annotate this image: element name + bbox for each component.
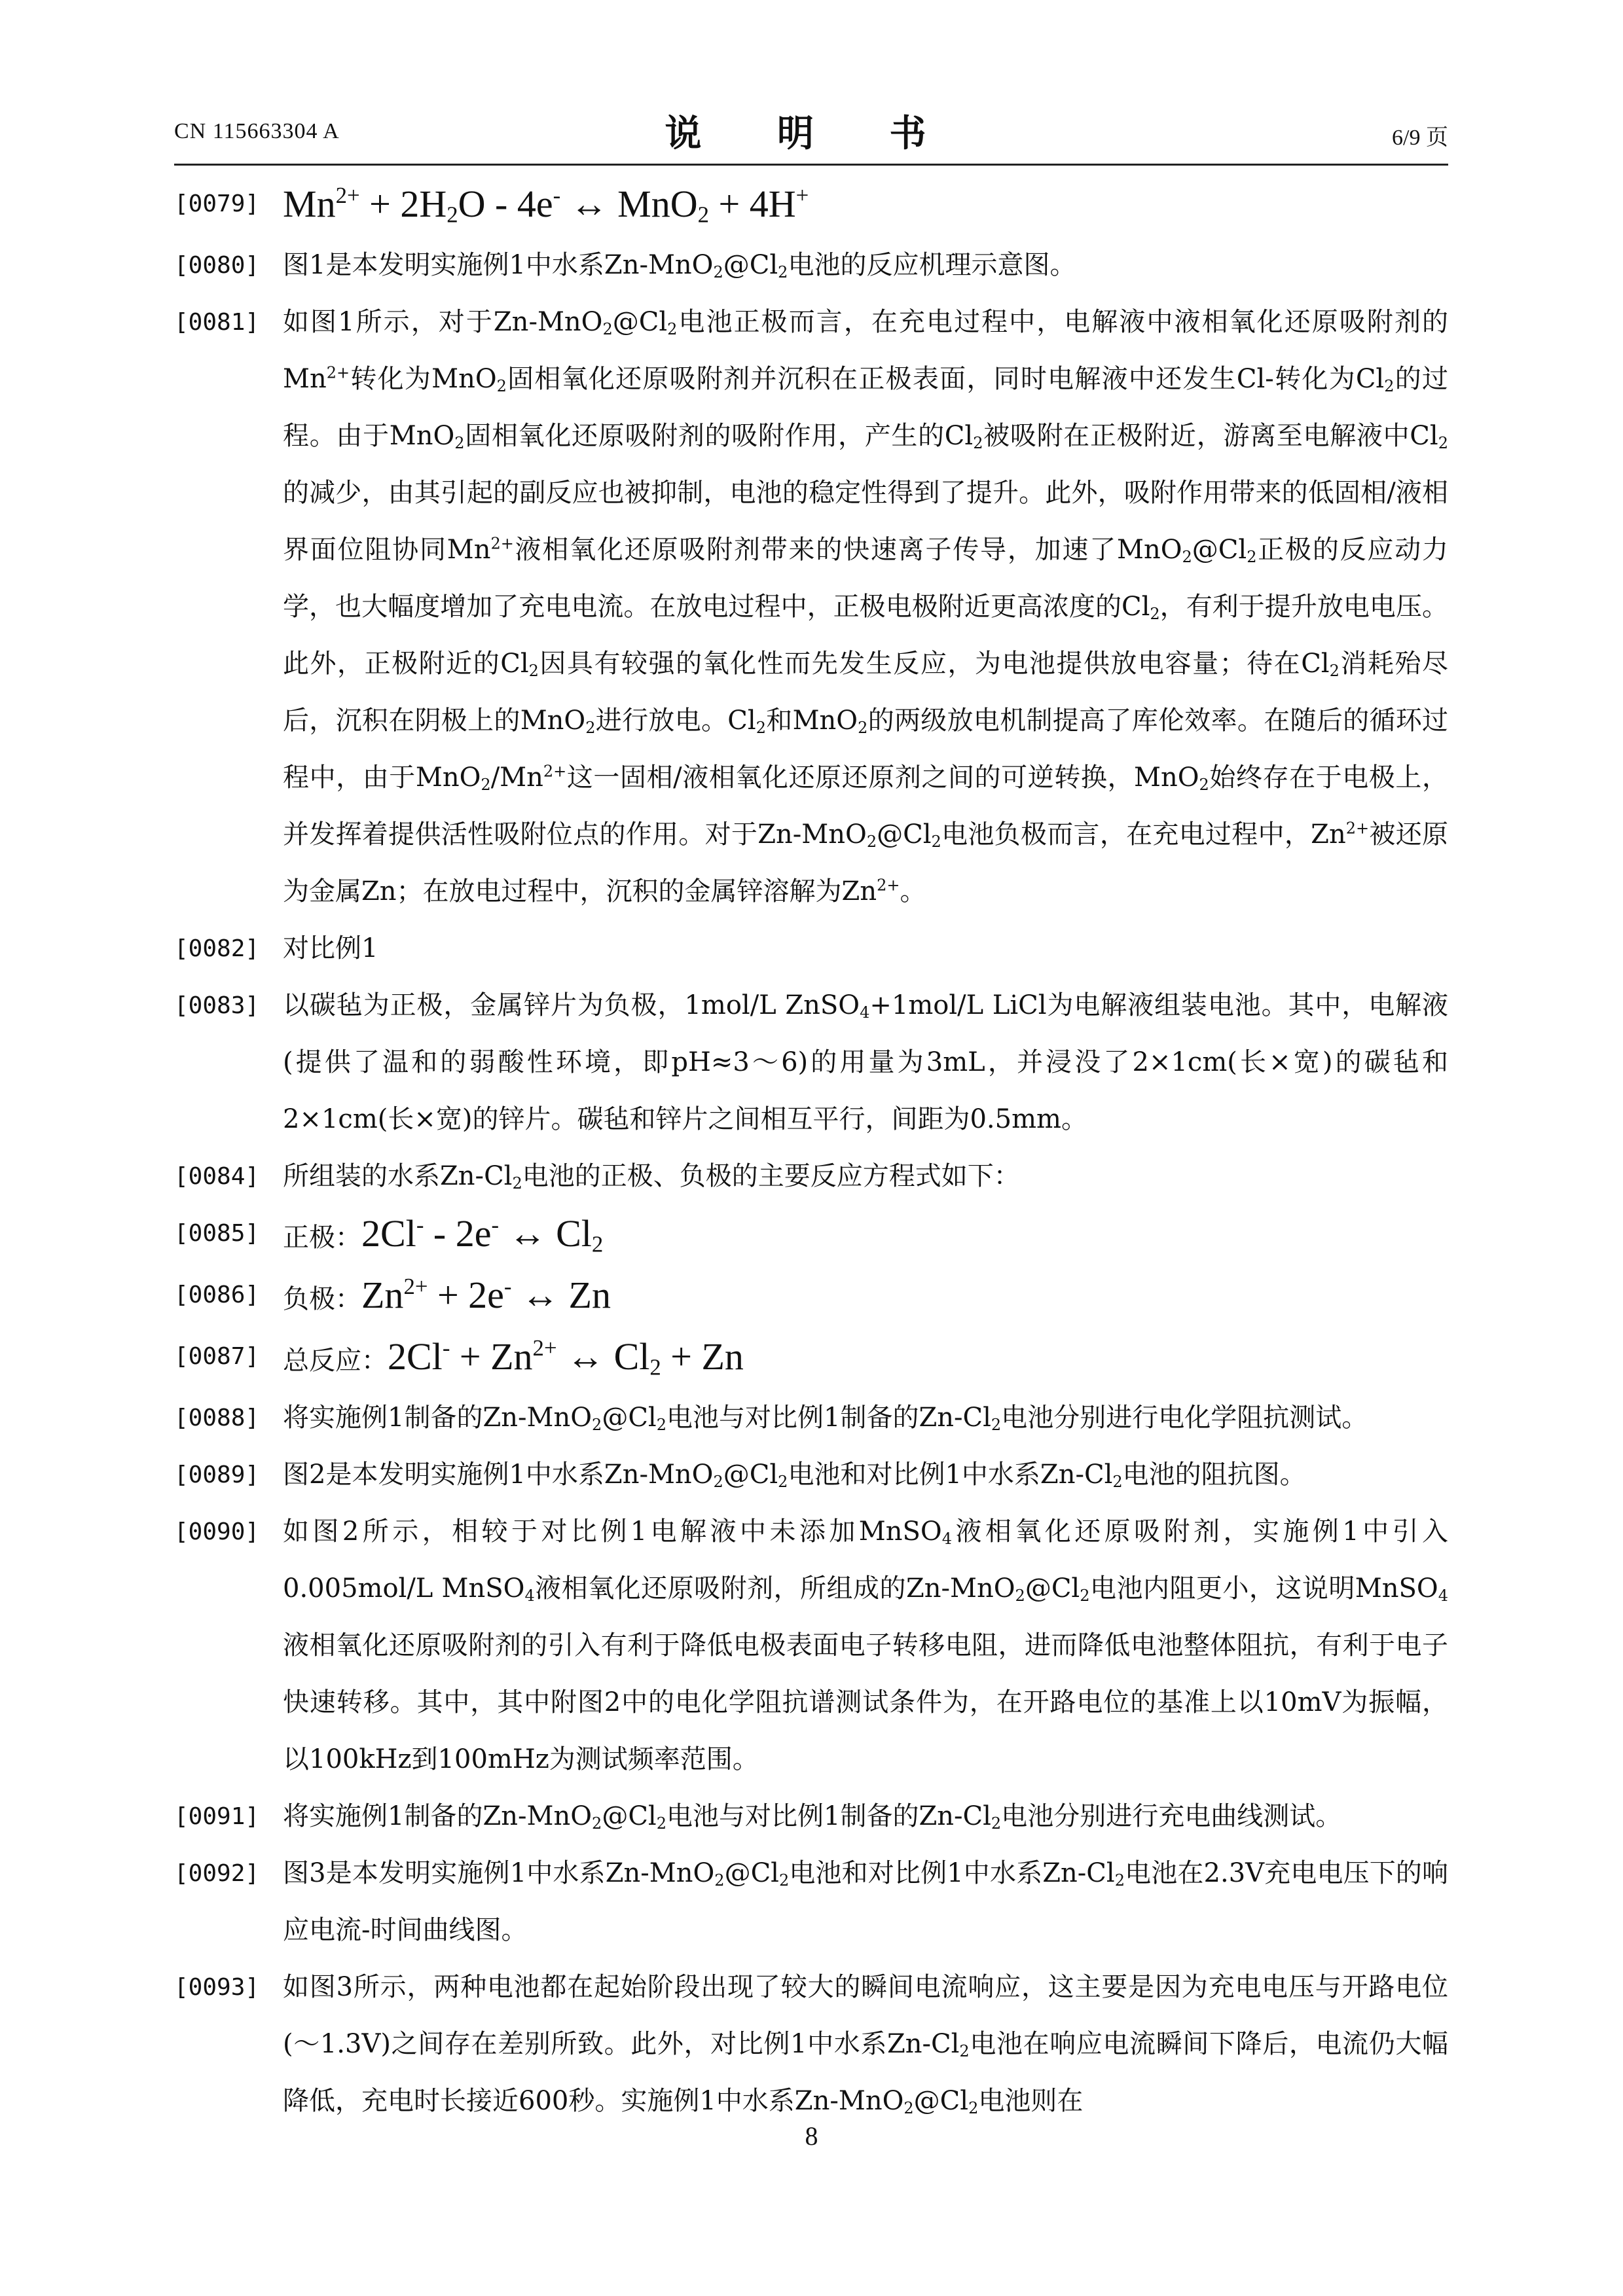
paragraph-content: 所组装的水系$Zn-Cl_2$电池的正极、负极的主要反应方程式如下： bbox=[283, 1161, 1020, 1193]
page-header bbox=[174, 105, 1448, 164]
equation-expression: $Mn^{2+} + 2H_2O - 4e^-$ ↔ MnO$_2$ + 4H+ bbox=[283, 183, 809, 228]
paragraph-number: [0083] bbox=[174, 992, 260, 1019]
paragraph bbox=[174, 977, 1448, 1148]
equation bbox=[283, 1266, 1448, 1328]
paragraph bbox=[174, 1390, 1448, 1446]
equation-expression: $2Cl^- + Zn^{2+}$ ↔ $Cl_2 + Zn$ bbox=[388, 1335, 744, 1380]
paragraph bbox=[174, 237, 1448, 294]
paragraph bbox=[174, 1788, 1448, 1845]
paragraph bbox=[174, 1205, 1448, 1266]
paragraph-content: 如图3所示，两种电池都在起始阶段出现了较大的瞬间电流响应，这主要是因为充电电压与开路电位(～1.3V)之间存在差别所致。此外，对比例1中水系$Zn-Cl_2$电池在响应电流瞬间下降后，电流仍大幅降低，充电时长接近600秒。实施例1中水系$Zn-MnO_2@Cl_2$电池则在 bbox=[283, 1972, 1448, 2117]
paragraph-content: 图2是本发明实施例1中水系$Zn-MnO_2@Cl_2$电池和对比例1中水系$Zn-Cl_2$电池的阻抗图。 bbox=[283, 1460, 1306, 1491]
paragraph-number: [0081] bbox=[174, 309, 260, 336]
header-divider bbox=[174, 164, 1448, 166]
paragraph-text bbox=[283, 1390, 1448, 1446]
paragraph-text bbox=[283, 294, 1448, 920]
document-body bbox=[174, 175, 1448, 2130]
paragraph-content: 将实施例1制备的$Zn-MnO_2@Cl_2$电池与对比例1制备的$Zn-Cl_2$电池分别进行电化学阻抗测试。 bbox=[283, 1403, 1368, 1434]
paragraph-number: [0090] bbox=[174, 1518, 260, 1545]
paragraph-number: [0080] bbox=[174, 252, 260, 279]
paragraph bbox=[174, 175, 1448, 237]
paragraph bbox=[174, 1959, 1448, 2130]
document-title: 说 明 书 bbox=[665, 113, 958, 155]
page-number: 8 bbox=[805, 2121, 818, 2151]
paragraph-content: 图1是本发明实施例1中水系$Zn-MnO_2@Cl_2$电池的反应机理示意图。 bbox=[283, 250, 1076, 281]
paragraph-text bbox=[283, 977, 1448, 1148]
paragraph-number: [0089] bbox=[174, 1462, 260, 1488]
paragraph bbox=[174, 294, 1448, 920]
paragraph-number: [0093] bbox=[174, 1974, 260, 2001]
paragraph-text bbox=[283, 1446, 1448, 1503]
paragraph-number: [0085] bbox=[174, 1220, 260, 1247]
paragraph-content: 如图1所示，对于$Zn-MnO_2@Cl_2$电池正极而言，在充电过程中，电解液中液相氧化还原吸附剂的$Mn^{2+}$转化为MnO$_2$固相氧化还原吸附剂并沉积在正极表面，同时电解液中还发生Cl-转化为$Cl_2$的过程。由于MnO$_2$固相氧化还原吸附剂的吸附作用，产生的$Cl_2$被吸附在正极附近，游离至电解液中$Cl_2$的减少，由其引起的副反应也被抑制，电池的稳定性得到了提升。此外，吸附作用带来的低固相/液相界面位阻协同$Mn^{2+}$液相氧化还原吸附剂带来的快速离子传导，加速了$MnO_2@Cl_2$正极的反应动力学，也大幅度增加了充电电流。在放电过程中，正极电极附近更高浓度的$Cl_2$，有利于提升放电电压。此外，正极附近的$Cl_2$因具有较强的氧化性而先发生反应，为电池提供放电容量；待在$Cl_2$消耗殆尽后，沉积在阴极上的MnO$_2$进行放电。$Cl_2$和MnO$_2$的两级放电机制提高了库伦效率。在随后的循环过程中，由于$MnO_2/Mn^{2+}$这一固相/液相氧化还原还原剂之间的可逆转换，MnO$_2$始终存在于电极上，并发挥着提供活性吸附位点的作用。对于$Zn-MnO_2@Cl_2$电池负极而言，在充电过程中，$Zn^{2+}$被还原为金属Zn；在放电过程中，沉积的金属锌溶解为$Zn^{2+}$。 bbox=[283, 307, 1449, 906]
paragraph-number: [0087] bbox=[174, 1343, 260, 1370]
paragraph-number: [0091] bbox=[174, 1803, 260, 1830]
equation bbox=[283, 175, 1448, 237]
equation-label: 总反应： bbox=[283, 1346, 388, 1376]
paragraph bbox=[174, 1266, 1448, 1328]
paragraph-number: [0079] bbox=[174, 190, 260, 217]
paragraph-text bbox=[283, 1503, 1448, 1788]
paragraph bbox=[174, 1328, 1448, 1390]
equation-label: 负极： bbox=[283, 1284, 361, 1314]
paragraph-number: [0092] bbox=[174, 1860, 260, 1887]
paragraph-content: 将实施例1制备的$Zn-MnO_2@Cl_2$电池与对比例1制备的$Zn-Cl_2$电池分别进行充电曲线测试。 bbox=[283, 1801, 1342, 1833]
paragraph bbox=[174, 1503, 1448, 1788]
paragraph-text bbox=[283, 1959, 1448, 2130]
equation bbox=[283, 1205, 1448, 1266]
paragraph-text bbox=[283, 237, 1448, 294]
equation bbox=[283, 1328, 1448, 1390]
paragraph-text bbox=[283, 920, 1448, 977]
paragraph-number: [0086] bbox=[174, 1282, 260, 1308]
paragraph-number: [0084] bbox=[174, 1163, 260, 1190]
paragraph-content: 图3是本发明实施例1中水系$Zn-MnO_2@Cl_2$电池和对比例1中水系$Zn-Cl_2$电池在2.3V充电电压下的响应电流-时间曲线图。 bbox=[283, 1858, 1449, 1945]
paragraph-content: 如图2所示，相较于对比例1电解液中未添加MnSO$_4$液相氧化还原吸附剂，实施例1中引入0.005mol/L MnSO$_4$液相氧化还原吸附剂，所组成的$Zn-MnO_2@Cl_2$电池内阻更小，这说明MnSO$_4$液相氧化还原吸附剂的引入有利于降低电极表面电子转移电阻，进而降低电池整体阻抗，有利于电子快速转移。其中，其中附图2中的电化学阻抗谱测试条件为，在开路电位的基准上以10mV为振幅，以100kHz到100mHz为测试频率范围。 bbox=[283, 1516, 1449, 1774]
paragraph bbox=[174, 1148, 1448, 1205]
paragraph-content: 以碳毡为正极，金属锌片为负极，1mol/L ZnSO$_4$+1mol/L LiCl为电解液组装电池。其中，电解液(提供了温和的弱酸性环境，即pH≈3～6)的用量为3mL，并浸没了2×1cm(长×宽)的碳毡和2×1cm(长×宽)的锌片。碳毡和锌片之间相互平行，间距为0.5mm。 bbox=[283, 990, 1448, 1134]
paragraph bbox=[174, 920, 1448, 977]
equation-expression: 2Cl- - 2e- ↔ $Cl_2$ bbox=[361, 1212, 604, 1257]
paragraph-text bbox=[283, 1788, 1448, 1845]
paragraph-number: [0088] bbox=[174, 1405, 260, 1431]
paragraph bbox=[174, 1446, 1448, 1503]
patent-number: CN 115663304 A bbox=[174, 119, 340, 143]
paragraph-number: [0082] bbox=[174, 935, 260, 962]
page-count: 6/9 页 bbox=[1392, 126, 1448, 150]
equation-expression: $Zn^{2+} + 2e^-$ ↔ Zn bbox=[361, 1274, 611, 1316]
equation-label: 正极： bbox=[283, 1223, 361, 1253]
paragraph-text bbox=[283, 1845, 1448, 1959]
paragraph-text bbox=[283, 1148, 1448, 1205]
paragraph bbox=[174, 1845, 1448, 1959]
paragraph-content: 对比例1 bbox=[283, 933, 378, 963]
